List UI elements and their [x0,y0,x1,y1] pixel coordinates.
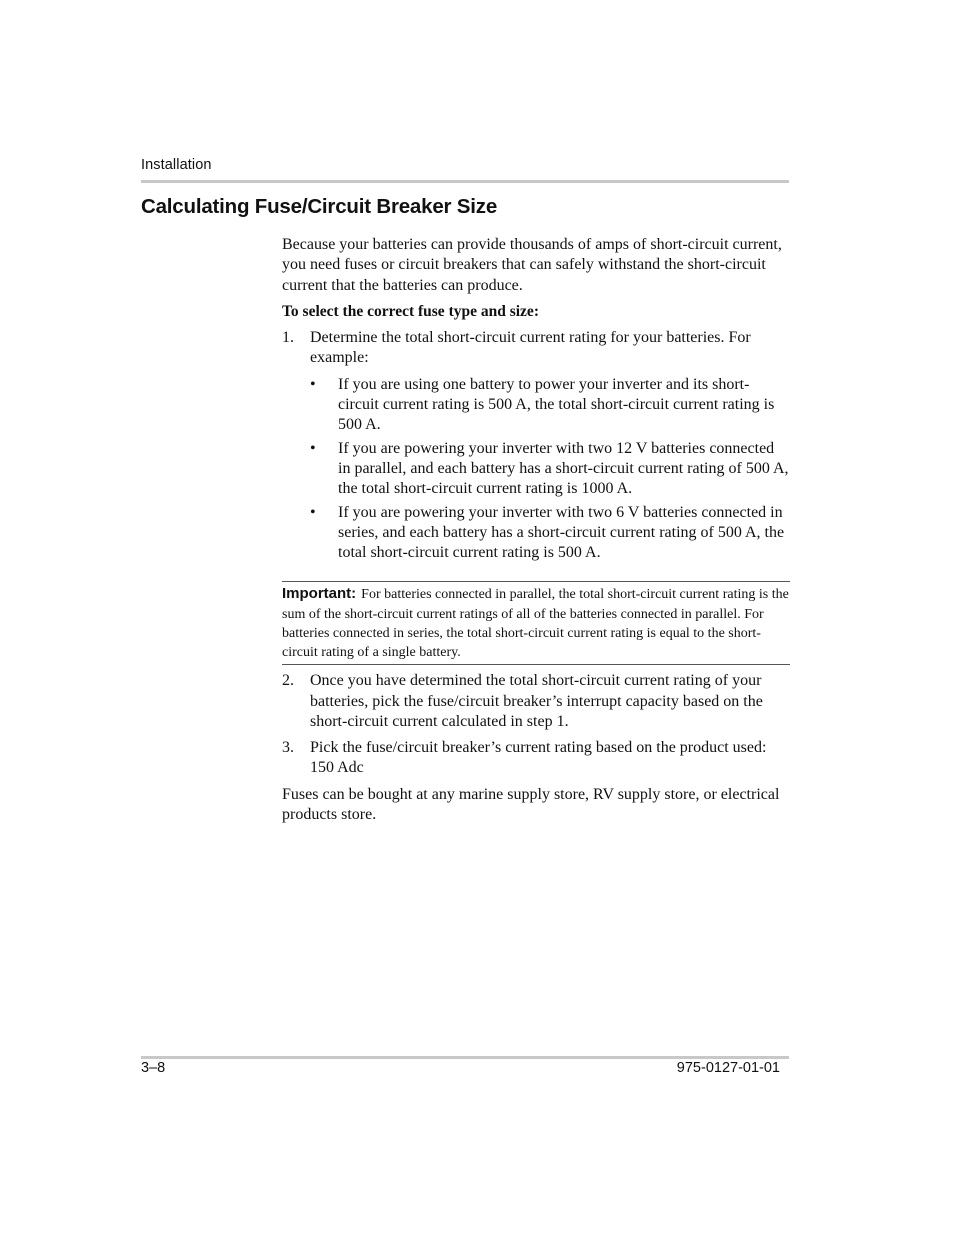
step-number: 3. [282,739,294,757]
section-title: Calculating Fuse/Circuit Breaker Size [141,195,498,218]
list-item [310,375,790,436]
closing-paragraph: Fuses can be bought at any marine supply store, RV supply store, or electrical products store. [282,785,780,824]
step-number: 2. [282,672,294,690]
intro-paragraph: Because your batteries can provide thousands of amps of short-circuit current, you need fuses or circuit breakers that can safely withstand the short-circuit current that the batteries can produce. [282,236,782,294]
example-list [310,375,790,564]
step-1 [282,328,790,369]
procedure-title: To select the correct fuse type and size: [282,302,539,320]
list-item [310,503,790,564]
step-text: Once you have determined the total short-circuit current rating of your batteries, pick the fuse/circuit breaker’s interrupt capacity based on the short-circuit current calculated in step 1. [310,672,763,730]
list-item [310,439,790,500]
step-text: Determine the total short-circuit current rating for your batteries. For example: [310,329,751,367]
page-number: 3–8 [141,1060,166,1076]
bullet-icon: • [310,439,316,457]
header-rule [141,180,789,183]
running-header: Installation [141,157,212,173]
step-number: 1. [282,329,294,347]
bullet-icon: • [310,375,316,393]
step-2 [282,671,790,732]
document-number: 975-0127-01-01 [676,1060,780,1076]
list-item-text: If you are powering your inverter with two 6 V batteries connected in series, and each battery has a short-circuit current rating of 500 A, the total short-circuit current rating is 500 A. [338,503,785,562]
section-body [282,235,790,825]
step-3 [282,738,790,779]
footer-rule [141,1056,789,1059]
list-item-text: If you are powering your inverter with two 12 V batteries connected in parallel, and each battery has a short-circuit current rating of 500 A, the total short-circuit current rating is 1000 A. [338,439,789,498]
list-item-text: If you are using one battery to power your inverter and its short-circuit current rating is 500 A, the total short-circuit current rating is 500 A. [338,375,775,434]
note-label: Important: [282,585,357,603]
bullet-icon: • [310,503,316,521]
important-note [282,581,790,665]
note-text: For batteries connected in parallel, the total short-circuit current rating is the sum of the short-circuit current ratings of all of the batteries connected in parallel. For batteries connected in series, the total short-circuit current rating is equal to the short-circuit rating of a single battery. [282,587,789,661]
step-text: Pick the fuse/circuit breaker’s current rating based on the product used: 150 Adc [310,739,767,777]
